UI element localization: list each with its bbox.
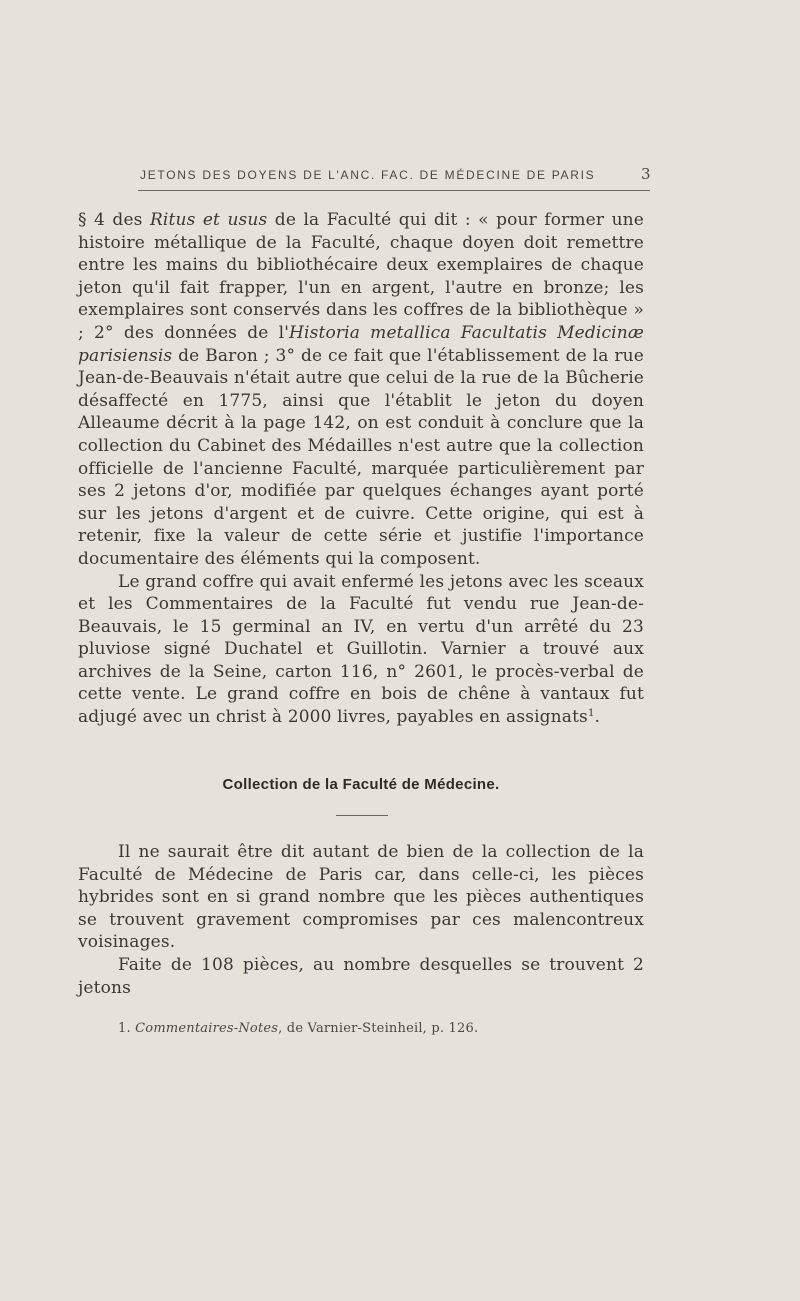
paragraph-1-text-b: de la Faculté qui dit : « pour former une histoire métallique de la Faculté, chaque doyen doit remettre entre les mains du bibliothécaire deux exemplaires de chaque jeton qu'il fait frapper, l'un en argent, l'autre en bronze; les exemplaires sont conservés dans les coffres de la bibliothèque » ; 2° des données de l' xyxy=(78,210,644,343)
footnote-reference: 1 xyxy=(587,708,595,720)
section-heading: Collection de la Faculté de Médecine. xyxy=(222,776,500,793)
page-number: 3 xyxy=(641,165,651,183)
body-text-bottom xyxy=(78,841,644,999)
paragraph-1-text-c: de Baron ; 3° de ce fait que l'établissement de la rue Jean-de-Beauvais n'était autre que celui de la rue de la Bûcherie désaffecté en 1775, ainsi que l'établit le jeton du doyen Alleaume décrit à la page 142, on est conduit à conclure que la collection du Cabinet des Médailles n'est autre que la collection officielle de l'ancienne Faculté, marquée particulièrement par ses 2 jetons d'or, modifiée par quelques échanges ayant porté sur les jetons d'argent et de cuivre. Cette origine, qui est à retenir, fixe la valeur de cette série et justifie l'importance documentaire des éléments qui la composent. xyxy=(78,345,644,569)
footnote-rest: , de Varnier-Steinheil, p. 126. xyxy=(278,1021,479,1036)
footnote-title: Commentaires-Notes xyxy=(135,1021,279,1036)
body-text-top xyxy=(78,209,644,729)
paragraph-2 xyxy=(78,571,644,729)
paragraph-2-end: . xyxy=(594,707,601,728)
paragraph-2-text: Le grand coffre qui avait enfermé les jetons avec les sceaux et les Commentaires de la Faculté fut vendu rue Jean-de-Beauvais, le 15 germinal an IV, en vertu d'un arrêté du 23 pluviose signé Duchatel et Guillotin. Varnier a trouvé aux archives de la Seine, carton 116, n° 2601, le procès-verbal de cette vente. Le grand coffre en bois de chêne à vantaux fut adjugé avec un christ à 2000 livres, payables en assignats xyxy=(78,571,644,728)
header-rule xyxy=(138,190,650,191)
running-head: JETONS DES DOYENS DE L'ANC. FAC. DE MÉDECINE DE PARIS xyxy=(140,168,596,182)
paragraph-1-text-a: § 4 des xyxy=(78,210,150,230)
ritus-et-usus-title: Ritus et usus xyxy=(149,210,268,230)
section-rule xyxy=(336,815,388,816)
paragraph-3: Il ne saurait être dit autant de bien de la collection de la Faculté de Médecine de Paris car, dans celle-ci, les pièces hybrides sont en si grand nombre que les pièces authentiques se trouvent gravement compromises par ces malencontreux voisinages. xyxy=(78,842,644,953)
historia-metallica-title: Historia metallica Facultatis Medicinæ parisiensis xyxy=(78,322,644,366)
footnote-number: 1. xyxy=(118,1021,136,1036)
footnote xyxy=(118,1021,478,1036)
paragraph-1 xyxy=(78,209,644,571)
paragraph-4: Faite de 108 pièces, au nombre desquelles se trouvent 2 jetons xyxy=(78,954,644,998)
